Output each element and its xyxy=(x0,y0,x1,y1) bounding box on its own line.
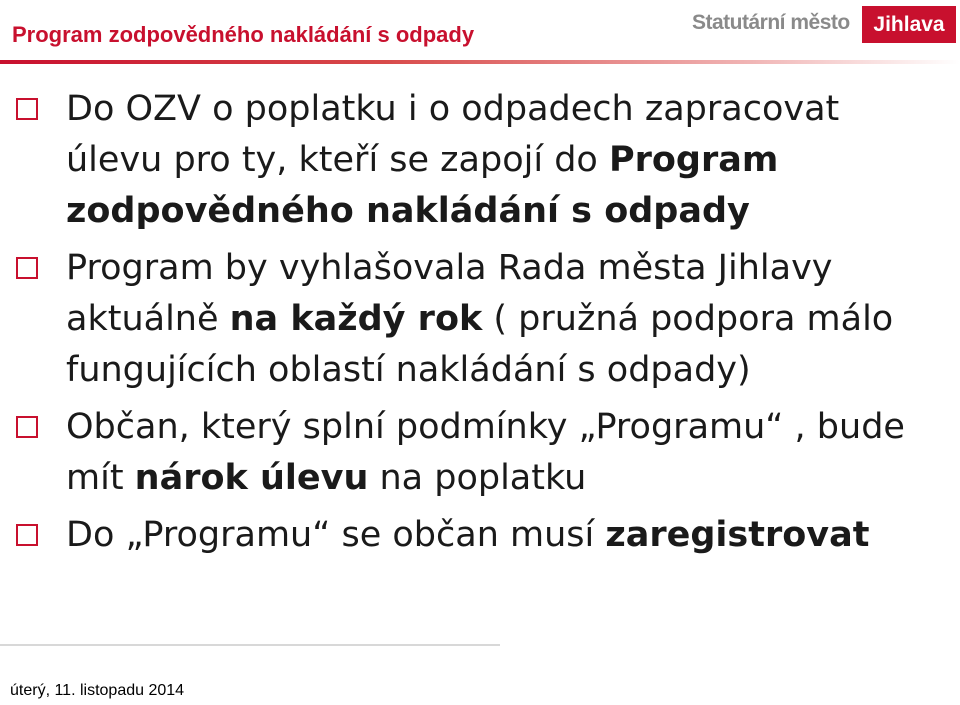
bullet-text xyxy=(66,248,893,390)
bullet-item xyxy=(0,243,960,396)
bullet-segment: Program by vyhlašovala Rada města Jihlavy aktuálně xyxy=(66,248,833,339)
bullet-segment: Do „Programu“ se občan musí xyxy=(66,515,606,555)
bullet-item xyxy=(0,402,960,504)
bullet-segment: Do OZV o poplatku i o odpadech zapracovat úlevu pro ty, kteří se zapojí do xyxy=(66,89,840,180)
checkbox-square-icon xyxy=(16,98,38,120)
footer-divider xyxy=(0,644,500,646)
bullet-text xyxy=(66,515,869,555)
bullet-item xyxy=(0,510,960,561)
header-divider xyxy=(0,60,960,64)
checkbox-square-icon xyxy=(16,416,38,438)
bullet-segment-bold: nárok úlevu xyxy=(134,458,369,498)
checkbox-square-icon xyxy=(16,524,38,546)
bullet-segment: na poplatku xyxy=(368,458,587,498)
logo-city-badge: Jihlava xyxy=(862,6,956,43)
bullet-list xyxy=(0,84,960,567)
logo-town-text: Statutární město xyxy=(692,11,850,34)
bullet-segment-bold: zaregistrovat xyxy=(605,515,870,555)
bullet-text xyxy=(66,89,839,231)
footer-date: úterý, 11. listopadu 2014 xyxy=(10,682,185,699)
bullet-segment-bold: na každý rok xyxy=(229,299,483,339)
bullet-segment-bold: Program zodpovědného nakládání s odpady xyxy=(66,140,779,231)
bullet-item xyxy=(0,84,960,237)
bullet-text xyxy=(66,407,905,498)
bullet-segment: Občan, který splní podmínky „Programu“ , bude mít xyxy=(66,407,905,498)
page-title: Program zodpovědného nakládání s odpady xyxy=(12,22,475,47)
checkbox-square-icon xyxy=(16,257,38,279)
bullet-segment: ( pružná podpora málo fungujících oblastí nakládání s odpady) xyxy=(66,299,894,390)
